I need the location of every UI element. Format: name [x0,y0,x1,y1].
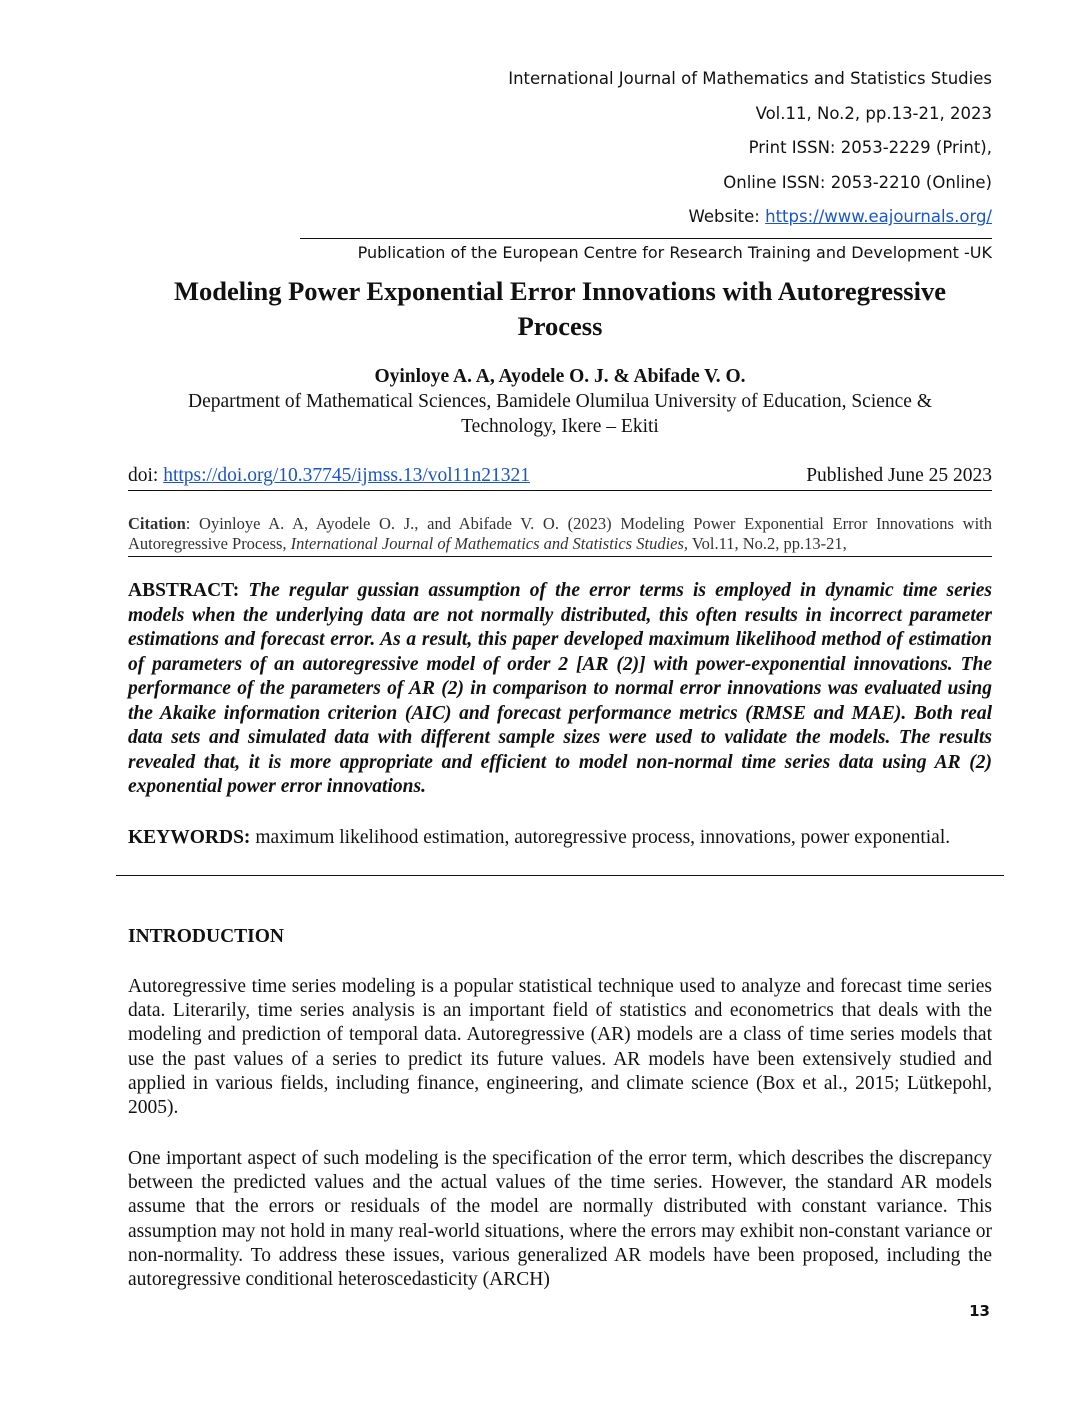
affiliation [128,389,992,439]
journal-header [508,62,992,235]
keywords-divider [116,875,1004,876]
citation-text-2: , Vol.11, No.2, pp.13-21, [683,534,847,553]
doi-row [128,462,992,491]
keywords-label: KEYWORDS: [128,827,251,848]
affiliation-line-2: Technology, Ikere – Ekiti [461,416,659,437]
citation [128,514,992,557]
citation-text-1: : Oyinloye A. A, Ayodele O. J., and Abifade V. O. (2023) Modeling Power Exponential Error Innovations with Autoregressive Process, [128,514,992,553]
abstract-label: ABSTRACT: [128,580,240,601]
keywords-text: maximum likelihood estimation, autoregressive process, innovations, power exponential. [250,827,951,848]
volume-info: Vol.11, No.2, pp.13-21, 2023 [755,103,992,123]
section-heading-introduction: INTRODUCTION [128,926,285,947]
publisher-line: Publication of the European Centre for Research Training and Development -UK [300,238,992,267]
online-issn: Online ISSN: 2053-2210 (Online) [723,172,992,192]
intro-paragraph-1: Autoregressive time series modeling is a popular statistical technique used to analyze and forecast time series data. Literarily, time series analysis is an important field of statistics and econometrics that deals with the modeling and prediction of temporal data. Autoregressive (AR) models are a class of time series models that use the past values of a series to predict its future values. AR models have been extensively studied and applied in various fields, including finance, engineering, and climate science (Box et al., 2015; Lütkepohl, 2005). [128,976,992,1119]
article-title [128,274,992,344]
website-line [508,200,992,235]
print-issn: Print ISSN: 2053-2229 (Print), [748,138,992,157]
title-line-2: Process [517,311,603,341]
published-date: Published June 25 2023 [806,465,992,486]
title-line-1: Modeling Power Exponential Error Innovations with Autoregressive [174,276,946,306]
website-label: Website: [688,207,766,226]
keywords [128,826,992,851]
authors: Oyinloye A. A, Ayodele O. J. & Abifade V. O. [374,366,746,387]
journal-name: International Journal of Mathematics and Statistics Studies [508,69,992,88]
intro-paragraph-2: One important aspect of such modeling is the specification of the error term, which describes the discrepancy between the predicted values and the actual values of the time series. However, the standard AR models assume that the errors or residuals of the model are normally distributed with constant variance. This assumption may not hold in many real-world situations, where the errors may exhibit non-constant variance or non-normality. To address these issues, various generalized AR models have been proposed, including the autoregressive conditional heteroscedasticity (ARCH) [128,1148,992,1291]
abstract [128,579,992,800]
website-link[interactable]: https://www.eajournals.org/ [765,207,992,226]
doi-label: doi: [128,465,164,486]
abstract-text: The regular gussian assumption of the error terms is employed in dynamic time series models when the underlying data are not normally distributed, this often results in incorrect parameter estimations and forecast error. As a result, this paper developed maximum likelihood method of estimation of parameters of an autoregressive model of order 2 [AR (2)] with power-exponential innovations. The performance of the parameters of AR (2) in comparison to normal error innovations was evaluated using the Akaike information criterion (AIC) and forecast performance metrics (RMSE and MAE). Both real data sets and simulated data with different sample sizes were used to validate the models. The results revealed that, it is more appropriate and efficient to model non-normal time series data using AR (2) exponential power error innovations. [128,580,993,797]
affiliation-line-1: Department of Mathematical Sciences, Bamidele Olumilua University of Education, Science & [187,391,933,412]
citation-label: Citation [128,514,186,533]
citation-journal: International Journal of Mathematics and Statistics Studies [290,534,684,553]
page-number: 13 [969,1302,990,1320]
doi-link[interactable]: https://doi.org/10.37745/ijmss.13/vol11n21321 [163,465,530,486]
